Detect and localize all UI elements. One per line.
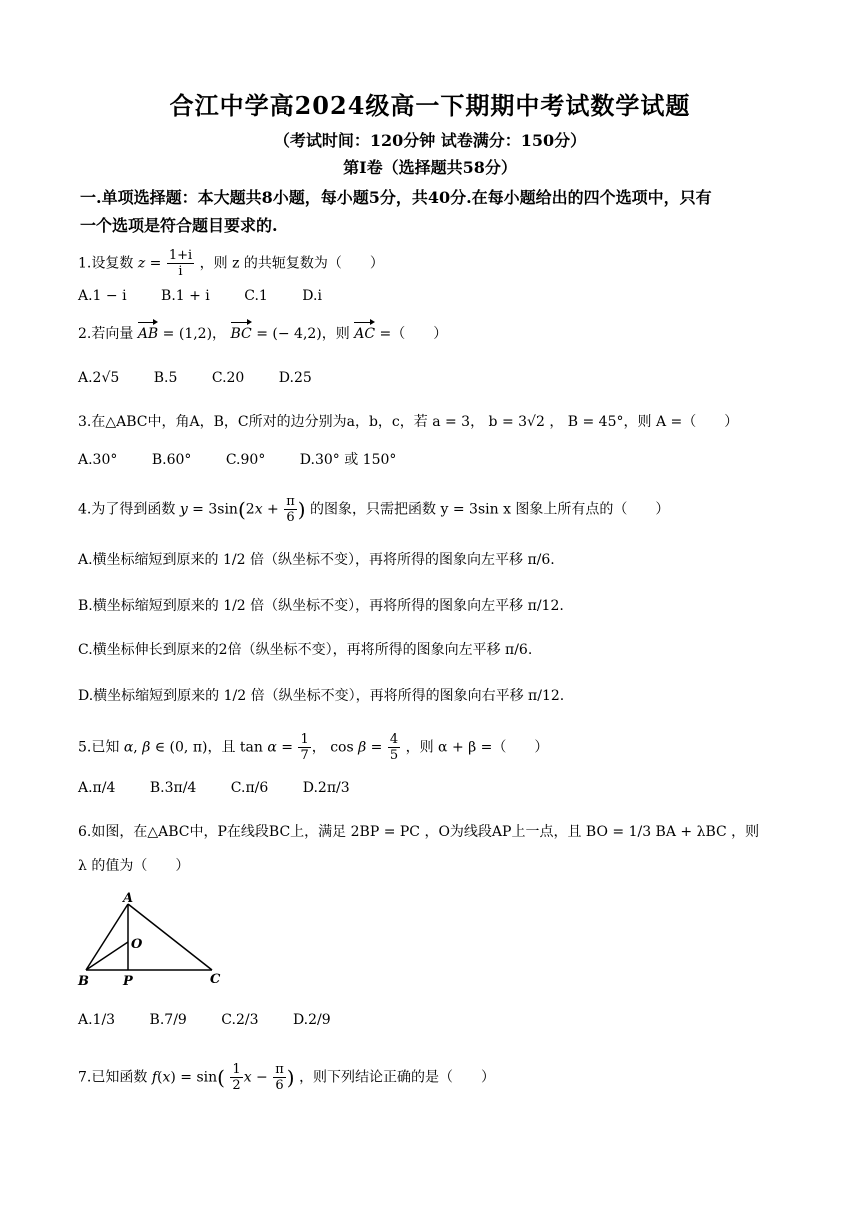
fraction: $\frac{4}{5}$: [389, 732, 399, 763]
option-a[interactable]: A.1/3: [78, 1012, 116, 1028]
question-6-options: [78, 1010, 361, 1030]
option-c[interactable]: C.1: [244, 288, 268, 304]
option-b[interactable]: B.3π/4: [149, 780, 197, 796]
question-4-option-b[interactable]: B.横坐标缩短到原来的 1/2 倍（纵坐标不变），再将所得的图象向左平移 π/12.: [78, 598, 564, 614]
fraction: $\frac{1}{2}$: [232, 1062, 241, 1093]
option-d[interactable]: D.25: [278, 370, 312, 386]
option-a[interactable]: A.30°: [78, 452, 118, 468]
fraction: $\frac{\pi}{6}$: [275, 1062, 284, 1093]
question-5: 5.已知 α, β ∈ (0, π)，且 tan α = $\frac{1}{7}$ ， cos β = $\frac{4}{5}$ ，则 α + β =（ ）: [78, 732, 549, 763]
question-4-option-c[interactable]: C.横坐标伸长到原来的2倍（纵坐标不变），再将所得的图象向左平移 π/6.: [78, 642, 533, 658]
option-a[interactable]: A.π/4: [78, 780, 116, 796]
section-heading: 一.单项选择题：本大题共8小题，每小题5分，共40分.在每小题给出的四个选项中，只有 一个选项是符合题目要求的.: [80, 188, 712, 235]
option-c[interactable]: C.π/6: [230, 780, 269, 796]
option-b[interactable]: B.60°: [151, 452, 192, 468]
figure-label-p: P: [123, 974, 133, 989]
exam-time-info: （考试时间：120分钟 试卷满分：150分）: [273, 131, 587, 150]
fraction: $\frac{\pi}{6}$: [286, 494, 295, 525]
option-c[interactable]: C.90°: [225, 452, 266, 468]
figure-label-a: A: [123, 891, 134, 906]
volume-heading: 第I卷（选择题共58分）: [343, 158, 517, 177]
option-c[interactable]: C.2/3: [221, 1012, 259, 1028]
figure-label-c: C: [210, 972, 221, 987]
question-2: 2.若向量 AB = (1,2)， BC = (− 4,2)，则 AC =（ ）: [78, 326, 448, 342]
figure-label-b: B: [78, 974, 89, 989]
question-1: 1.设复数 z = $\frac{1+i}{i}$ ，则 z 的共轭复数为（ ）: [78, 248, 384, 279]
question-4-option-d[interactable]: D.横坐标缩短到原来的 1/2 倍（纵坐标不变），再将所得的图象向右平移 π/12.: [78, 688, 565, 704]
question-3: 3.在△ABC中，角A，B，C所对的边分别为a，b，c，若 a = 3， b = 3√2 ， B = 45°，则 A =（ ）: [78, 414, 739, 430]
option-d[interactable]: D.30° 或 150°: [299, 452, 397, 468]
question-6-line-1: 6.如图，在△ABC中，P在线段BC上，满足 2BP = PC ，O为线段AP上一点，且 BO = 1/3 BA + λBC ，则: [78, 824, 760, 840]
triangle-figure: [76, 890, 226, 990]
option-d[interactable]: D.i: [302, 288, 322, 304]
option-c[interactable]: C.20: [211, 370, 245, 386]
question-5-options: [78, 778, 380, 798]
option-b[interactable]: B.5: [153, 370, 178, 386]
question-4-option-a[interactable]: A.横坐标缩短到原来的 1/2 倍（纵坐标不变），再将所得的图象向左平移 π/6.: [78, 552, 555, 568]
option-b[interactable]: B.7/9: [149, 1012, 187, 1028]
option-d[interactable]: D.2π/3: [302, 780, 350, 796]
fraction: $\frac{1+i}{i}$: [168, 248, 193, 279]
option-a[interactable]: A.1 − i: [78, 288, 127, 304]
question-6-line-2: λ 的值为（ ）: [78, 858, 190, 874]
question-1-options: [78, 286, 352, 306]
option-a[interactable]: A.2√5: [78, 370, 120, 386]
question-7: 7.已知函数 f(x) = sin( $\frac{1}{2}$ x − $\frac{\pi}{6}$ ) ，则下列结论正确的是（ ）: [78, 1062, 496, 1093]
question-2-options: [78, 368, 342, 388]
exam-title: 合江中学高2024级高一下期期中考试数学试题: [169, 91, 691, 120]
option-b[interactable]: B.1 + i: [161, 288, 210, 304]
figure-label-o: O: [131, 937, 143, 952]
fraction: $\frac{1}{7}$: [300, 732, 309, 763]
question-4: 4.为了得到函数 y = 3sin(2x + $\frac{\pi}{6}$ ) 的图象，只需把函数 y = 3sin x 图象上所有点的（ ）: [78, 494, 670, 525]
option-d[interactable]: D.2/9: [292, 1012, 331, 1028]
question-3-options: [78, 450, 426, 470]
